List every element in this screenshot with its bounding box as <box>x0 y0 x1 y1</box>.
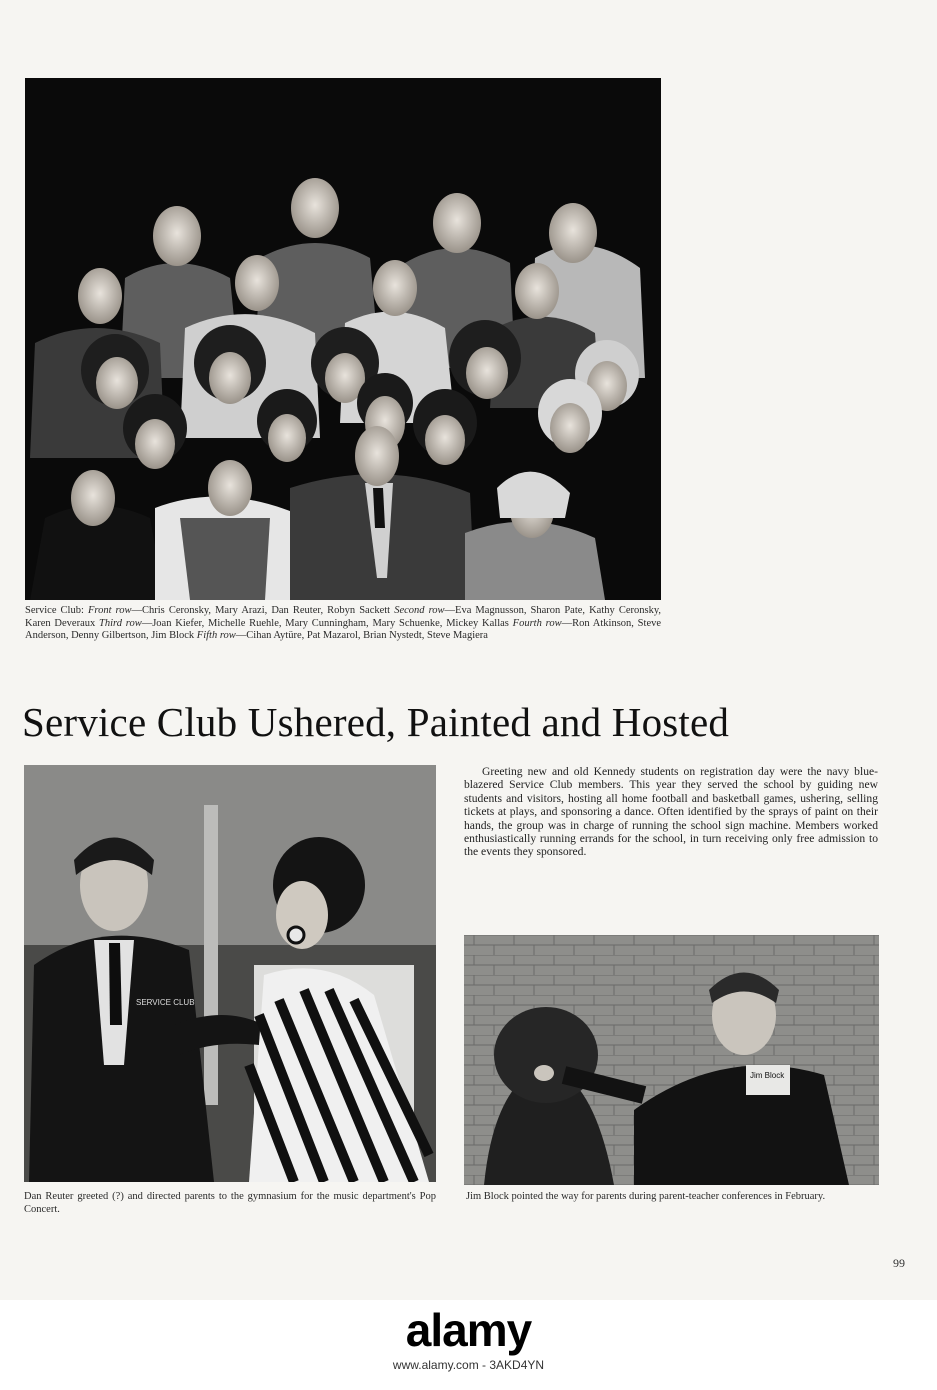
caption-row-label: Third row <box>99 617 142 629</box>
name-tag-text: Jim Block <box>750 1071 785 1080</box>
usher-photo <box>24 765 436 1182</box>
page-number: 99 <box>893 1256 905 1270</box>
block-photo-caption: Jim Block pointed the way for parents during parent-teacher conferences in February. <box>466 1191 826 1202</box>
caption-row-names: Ron Atkinson, Steve Anderson, Denny Gilbertson, Jim Block <box>25 617 662 642</box>
group-photo <box>25 78 661 600</box>
blazer-crest-text: SERVICE CLUB <box>136 998 195 1007</box>
caption-row-label: Fourth row <box>512 617 562 629</box>
caption-row-names: Joan Kiefer, Michelle Ruehle, Mary Cunningham, Mary Schuenke, Mickey Kallas <box>152 617 509 629</box>
caption-row-names: Eva Magnusson, Sharon Pate, Kathy Ceronsky, Karen Deveraux <box>25 605 662 629</box>
caption-row-label: Second row <box>394 605 445 616</box>
caption-club-label: Service Club: <box>25 605 84 616</box>
caption-row-label: Fifth row <box>196 630 236 642</box>
caption-row-names: Cihan Aytüre, Pat Mazarol, Brian Nystedt, Steve Magiera <box>246 630 488 642</box>
caption-row-names: Chris Ceronsky, Mary Arazi, Dan Reuter, Robyn Sackett <box>142 605 391 616</box>
block-photo <box>464 935 879 1185</box>
article-body: Greeting new and old Kennedy students on registration day were the navy blue-blazered Service Club members. This year they served the school by guiding new students and visitors, hosting all home football and basketball games, ushering, selling tickets at plays, and sponsoring a dance. Often identified by the sprays of paint on their hands, the group was in charge of running the school sign machine. Members worked enthusiastically running errands for the school, in turn receiving only free admission to the events they sponsored. <box>464 765 878 859</box>
watermark-logo: alamy <box>405 1304 532 1356</box>
group-photo-caption: Service Club: Front row—Chris Ceronsky, Mary Arazi, Dan Reuter, Robyn Sackett Second row—Eva Magnusson, Sharon Pate, Kathy Ceronsky, Karen Deveraux Third row—Joan Kiefer, Michelle Ruehle, Mary Cunningham, Mary Schuenke, Mickey Kallas Fourth row—Ron Atkinson, Steve Anderson, Denny Gilbertson, Jim Block Fifth row—Cihan Aytüre, Pat Mazarol, Brian Nystedt, Steve Magiera <box>25 605 662 642</box>
caption-row-label: Front row <box>87 605 132 616</box>
usher-photo-caption: Dan Reuter greeted (?) and directed parents to the gymnasium for the music department's Pop Concert. <box>24 1191 436 1215</box>
page-headline: Service Club Ushered, Painted and Hosted <box>22 699 730 745</box>
watermark-image-id: www.alamy.com - 3AKD4YN <box>392 1358 545 1372</box>
